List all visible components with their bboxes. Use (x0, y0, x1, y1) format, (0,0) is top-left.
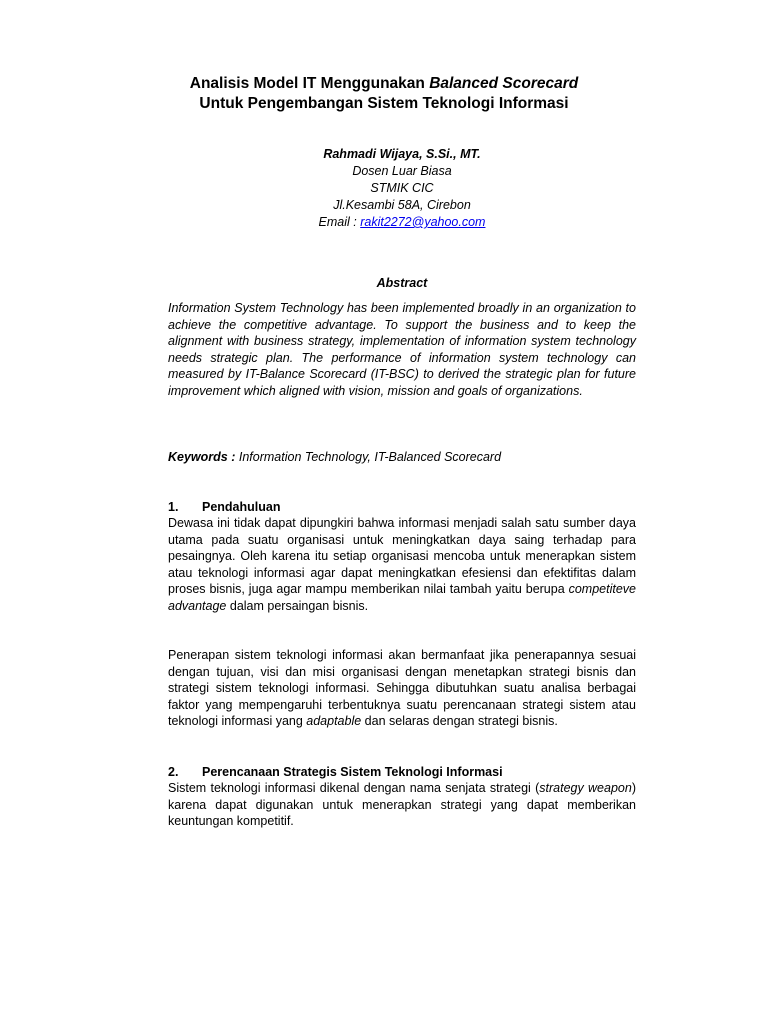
s2p1-text: Sistem teknologi informasi dikenal dengan nama senjata strategi ( (168, 781, 540, 795)
section-2-paragraph-1 (168, 780, 636, 830)
section-2-number: 2. (168, 765, 179, 779)
section-1-paragraph-2 (168, 647, 636, 730)
title-line-1 (0, 74, 768, 94)
s1p2-text: Penerapan sistem teknologi informasi akan bermanfaat jika penerapannya sesuai dengan tujuan, visi dan misi organisasi dengan menetapkan strategi bisnis dan strategi sistem teknologi informasi. Sehingga dibutuhkan suatu analisa berbagai faktor yang mempengaruhi terbentuknya suatu perencanaan strategi sistem atau teknologi informasi yang (168, 648, 636, 729)
author-name: Rahmadi Wijaya, S.Si., MT. (323, 147, 481, 161)
s1p2-italic: adaptable (306, 714, 362, 729)
author-info (0, 146, 768, 231)
paper-title (0, 74, 768, 114)
section-1-heading (168, 499, 636, 516)
author-address: Jl.Kesambi 58A, Cirebon (333, 198, 471, 212)
title-prefix: Analisis Model IT Menggunakan (189, 75, 430, 92)
section-1-paragraph-1 (168, 515, 636, 615)
title-line-2: Untuk Pengembangan Sistem Teknologi Informasi (199, 95, 569, 112)
s1p1-text: Dewasa ini tidak dapat dipungkiri bahwa informasi menjadi salah satu sumber daya utama pada suatu organisasi untuk meningkatkan daya saing terhadap para pesaingnya. Oleh karena itu setiap organisasi mencoba untuk menerapkan sistem atau teknologi informasi agar dapat meningkatkan efesiensi dan efektifitas dalam proses bisnis, juga agar mampu memberikan nilai tambah yaitu berupa (168, 516, 636, 597)
abstract-text: Information System Technology has been implemented broadly in an organization to achieve the competitive advantage. To support the business and to keep the alignment with business strategy, implementation of information system technology needs strategic plan. The performance of information system technology can measured by IT-Balance Scorecard (IT-BSC) to derived the strategic plan for future improvement which aligned with vision, mission and goals of organizations. (168, 301, 636, 398)
s2p1-italic: strategy weapon (539, 781, 632, 795)
s1p1-italic: competiteve advantage (168, 582, 636, 613)
section-1-number: 1. (168, 500, 179, 514)
email-label: Email : (318, 215, 361, 229)
abstract-heading: Abstract (376, 276, 428, 290)
email-link[interactable]: rakit2272@yahoo.com (360, 215, 486, 229)
keywords (168, 449, 636, 466)
author-institution: STMIK CIC (370, 181, 434, 195)
s2p1-end: ) karena dapat digunakan untuk menerapkan strategi yang dapat memberikan keuntungan kompetitif. (168, 781, 636, 829)
section-2-title: Perencanaan Strategis Sistem Teknologi Informasi (202, 765, 503, 779)
author-email-line (0, 214, 768, 231)
s1p1-end: dalam persaingan bisnis. (226, 598, 369, 613)
section-2-heading (168, 764, 636, 781)
s1p2-end: dan selaras dengan strategi bisnis. (361, 714, 558, 729)
author-position: Dosen Luar Biasa (352, 164, 452, 178)
title-italic: Balanced Scorecard (429, 75, 579, 92)
section-1-title: Pendahuluan (202, 500, 281, 514)
keywords-text: Information Technology, IT-Balanced Scorecard (238, 450, 502, 464)
keywords-label: Keywords : (168, 450, 239, 464)
